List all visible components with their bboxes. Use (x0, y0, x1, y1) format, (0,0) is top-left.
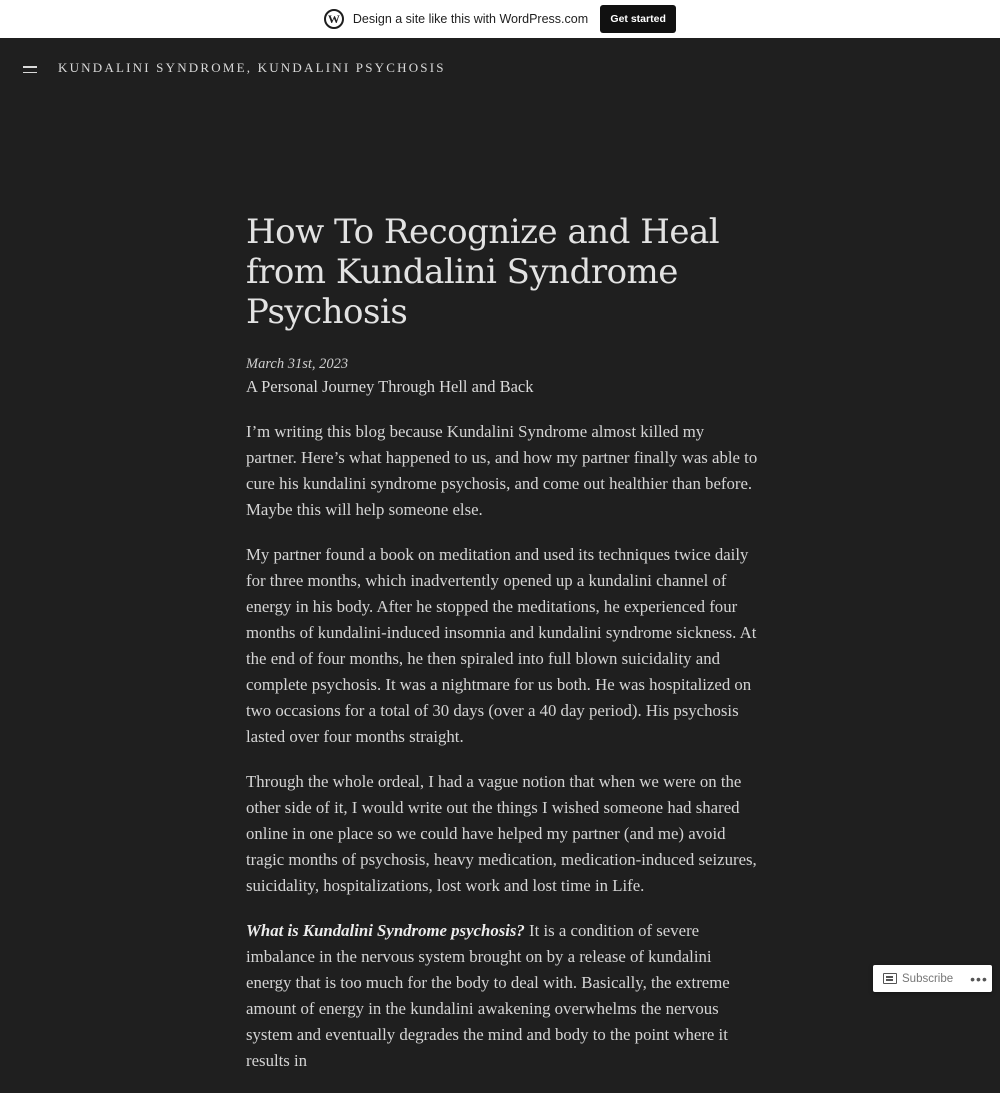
banner-text: Design a site like this with WordPress.com (352, 12, 589, 26)
post-body (246, 419, 758, 1074)
wordpress-banner (0, 0, 1000, 38)
wordpress-logo-icon[interactable]: W (324, 9, 344, 29)
definition-text: It is a condition of severe imbalance in the nervous system brought on by a release of kundalini energy that is too much for the body to deal with. Basically, the extreme amount of energy in the kundalini awakening overwhelms the nervous system and eventually degrades the mind and body to the point where it results in (246, 921, 730, 1070)
menu-line-top (23, 66, 37, 68)
reader-icon[interactable] (883, 973, 897, 984)
post-title: How To Recognize and Heal from Kundalini Syndrome Psychosis (246, 212, 720, 332)
menu-icon[interactable] (23, 66, 37, 73)
get-started-button[interactable]: Get started (600, 5, 676, 33)
menu-line-bottom (23, 72, 37, 74)
post-date: March 31st, 2023 (246, 356, 349, 372)
definition-lead: What is Kundalini Syndrome psychosis? (246, 921, 525, 940)
post-subtitle: A Personal Journey Through Hell and Back (246, 377, 534, 396)
site-title[interactable]: KUNDALINI SYNDROME, KUNDALINI PSYCHOSIS (58, 60, 446, 75)
paragraph-intro: I’m writing this blog because Kundalini Syndrome almost killed my partner. Here’s what happened to us, and how my partner finally was able to cure his kundalini syndrome psychosis, and come out healthier than before. Maybe this will help someone else. (246, 422, 758, 519)
post-article (246, 212, 758, 1093)
subscribe-button[interactable]: Subscribe (902, 972, 954, 985)
more-options-icon[interactable]: ••• (970, 970, 988, 987)
subscribe-bar (873, 965, 992, 992)
paragraph-ordeal: Through the whole ordeal, I had a vague notion that when we were on the other side of it, I would write out the things I wished someone had shared online in one place so we could have helped my partner (and me) avoid tragic months of psychosis, heavy medication, medication-induced seizures, suicidality, hospitalizations, lost work and lost time in Life. (246, 772, 757, 895)
paragraph-story: My partner found a book on meditation and used its techniques twice daily for three months, which inadvertently opened up a kundalini channel of energy in his body. After he stopped the meditations, he experienced four months of kundalini-induced insomnia and kundalini syndrome sickness. At the end of four months, he then spiraled into full blown suicidality and complete psychosis. It was a nightmare for us both. He was hospitalized on two occasions for a total of 30 days (over a 40 day period). His psychosis lasted over four months straight. (246, 545, 757, 746)
paragraph-definition (246, 918, 758, 1074)
